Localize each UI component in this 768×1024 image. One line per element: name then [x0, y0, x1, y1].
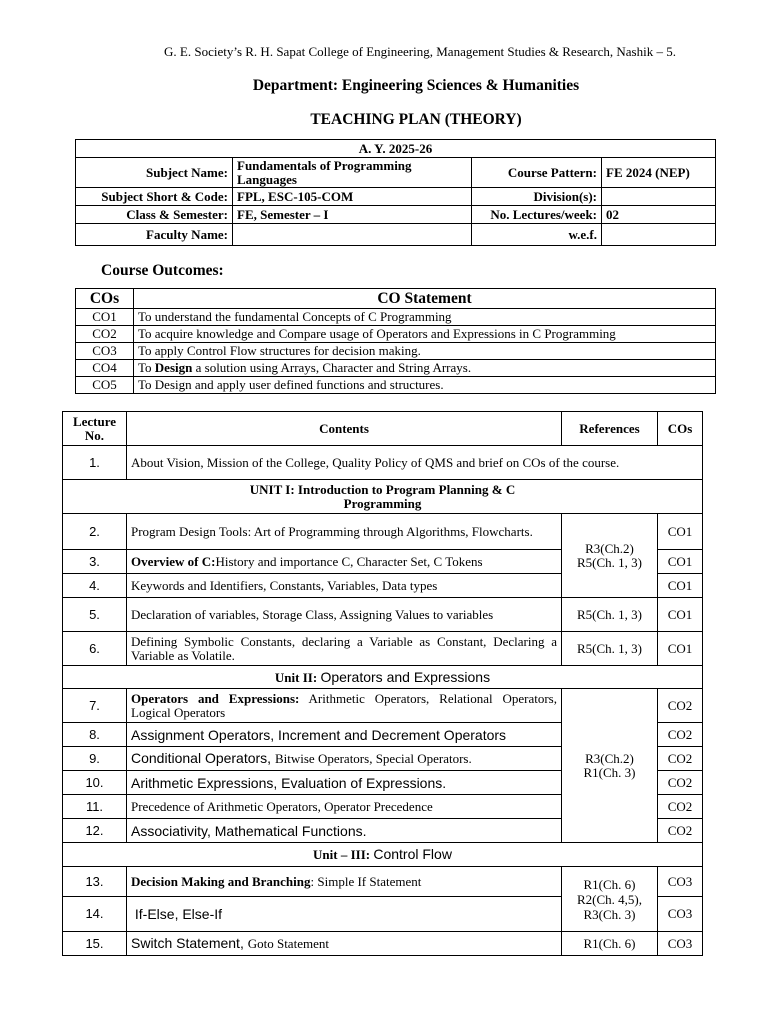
- lecture-row: [63, 514, 703, 550]
- references-column-header: References: [562, 412, 658, 446]
- co-id: CO4: [76, 360, 134, 377]
- lecture-row: [63, 446, 703, 480]
- co-id: CO3: [76, 343, 134, 360]
- co-id: CO5: [76, 377, 134, 394]
- lecture-reference: R5(Ch. 1, 3): [562, 632, 658, 666]
- lecture-co: CO2: [658, 723, 703, 747]
- lecture-contents: Arithmetic Expressions, Evaluation of Expressions.: [127, 771, 562, 795]
- co-row: [76, 343, 716, 360]
- lecture-no: 2.: [63, 514, 127, 550]
- lecture-contents: [127, 689, 562, 723]
- lecture-contents: About Vision, Mission of the College, Quality Policy of QMS and brief on COs of the course.: [127, 446, 703, 480]
- lecture-no: 8.: [63, 723, 127, 747]
- unit-2-title: [63, 666, 703, 689]
- co-statement: [134, 360, 716, 377]
- lecture-reference: R1(Ch. 6): [562, 932, 658, 956]
- lecture-contents-bold: Overview of C:: [131, 553, 216, 569]
- division-label: Division(s):: [472, 188, 602, 206]
- lecture-contents-sans: Conditional Operators,: [131, 750, 275, 766]
- reference-line: R3(Ch. 3): [583, 906, 636, 922]
- co-row: [76, 326, 716, 343]
- lecture-contents-text: Arithmetic Operators, Relational Operators, Logical Operators: [131, 690, 557, 720]
- lecture-contents: [127, 867, 562, 897]
- lecture-no: 6.: [63, 632, 127, 666]
- lecture-no: 4.: [63, 574, 127, 598]
- lecture-row: [63, 867, 703, 897]
- course-outcomes-title: Course Outcomes:: [101, 262, 224, 279]
- lecture-contents-bold: Operators and Expressions:: [131, 690, 300, 706]
- faculty-name: [233, 224, 472, 246]
- reference-line: R1(Ch. 6): [583, 876, 636, 892]
- lecture-plan-table: [62, 411, 703, 956]
- lecture-co: CO3: [658, 897, 703, 932]
- institution-name: G. E. Society’s R. H. Sapat College of Engineering, Management Studies & Research, Nashik – 5.: [164, 44, 676, 59]
- lecture-co: CO2: [658, 747, 703, 771]
- lecture-contents-text: History and importance C, Character Set, C Tokens: [215, 553, 483, 569]
- lecture-contents-sans: Switch Statement,: [131, 935, 248, 951]
- unit-2-name: Operators and Expressions: [320, 668, 491, 685]
- reference-line: R5(Ch. 1, 3): [577, 554, 642, 570]
- co-row: [76, 309, 716, 326]
- lecture-co: CO3: [658, 932, 703, 956]
- co-statement: To acquire knowledge and Compare usage of Operators and Expressions in C Programming: [134, 326, 716, 343]
- unit-heading-row: [63, 666, 703, 689]
- lecture-contents: Keywords and Identifiers, Constants, Variables, Data types: [127, 574, 562, 598]
- reference-line: R3(Ch.2): [585, 750, 634, 766]
- co-statement-column-header: CO Statement: [134, 289, 716, 309]
- reference-line: R2(Ch. 4,5),: [577, 891, 642, 907]
- lecture-no: 7.: [63, 689, 127, 723]
- lecture-no: 10.: [63, 771, 127, 795]
- division-value: [602, 188, 716, 206]
- lecture-contents-bold: Decision Making and Branching: [131, 873, 311, 889]
- lecture-no: 3.: [63, 550, 127, 574]
- lecture-co: CO1: [658, 598, 703, 632]
- lecture-contents: Defining Symbolic Constants, declaring a Variable as Constant, Declaring a Variable as Volatile.: [127, 632, 562, 666]
- subject-name: Fundamentals of Programming Languages: [233, 158, 472, 188]
- lecture-contents-text: : Simple If Statement: [310, 873, 422, 889]
- lecture-co: CO1: [658, 632, 703, 666]
- class-semester: FE, Semester – I: [233, 206, 472, 224]
- co-statement-pre: To: [138, 360, 155, 375]
- lecture-contents: Declaration of variables, Storage Class, Assigning Values to variables: [127, 598, 562, 632]
- lecture-row: [63, 689, 703, 723]
- cos-column-header: COs: [658, 412, 703, 446]
- lecture-co: CO3: [658, 867, 703, 897]
- lecture-contents: [127, 932, 562, 956]
- wef-label: w.e.f.: [472, 224, 602, 246]
- unit-3-references: [562, 867, 658, 932]
- contents-column-header: Contents: [127, 412, 562, 446]
- lecture-no: 9.: [63, 747, 127, 771]
- lecture-contents-text: Goto Statement: [247, 936, 329, 951]
- co-statement-post: a solution using Arrays, Character and String Arrays.: [192, 360, 472, 375]
- lecture-contents: If-Else, Else-If: [127, 897, 562, 932]
- lecture-co: CO1: [658, 514, 703, 550]
- lecture-co: CO2: [658, 771, 703, 795]
- unit-heading-row: [63, 480, 703, 514]
- unit-1-references: [562, 514, 658, 598]
- lecture-row: [63, 598, 703, 632]
- lecture-co: CO1: [658, 574, 703, 598]
- wef-value: [602, 224, 716, 246]
- unit-heading-row: [63, 843, 703, 867]
- lecture-row: [63, 932, 703, 956]
- lecture-no-column-header: Lecture No.: [63, 412, 127, 446]
- co-statement: To understand the fundamental Concepts of C Programming: [134, 309, 716, 326]
- lecture-no: 11.: [63, 795, 127, 819]
- lecture-contents: Precedence of Arithmetic Operators, Operator Precedence: [127, 795, 562, 819]
- co-row: [76, 360, 716, 377]
- department-title: Department: Engineering Sciences & Humanities: [252, 77, 580, 94]
- lecture-contents: [127, 747, 562, 771]
- lecture-co: CO2: [658, 819, 703, 843]
- lectures-per-week: 02: [602, 206, 716, 224]
- course-info-table: [75, 139, 716, 246]
- lecture-contents: Program Design Tools: Art of Programming through Algorithms, Flowcharts.: [127, 514, 562, 550]
- course-pattern: FE 2024 (NEP): [602, 158, 716, 188]
- co-statement: To Design and apply user defined functions and structures.: [134, 377, 716, 394]
- unit-1-title: UNIT I: Introduction to Program Planning & C Programming: [63, 480, 703, 514]
- lecture-no: 1.: [63, 446, 127, 480]
- unit-2-references: [562, 689, 658, 843]
- co-row: [76, 377, 716, 394]
- reference-line: R1(Ch. 3): [583, 764, 636, 780]
- course-outcomes-table: [75, 288, 716, 394]
- class-semester-label: Class & Semester:: [76, 206, 233, 224]
- co-column-header: COs: [76, 289, 134, 309]
- unit-2-prefix: Unit II:: [274, 669, 321, 685]
- lecture-reference: R5(Ch. 1, 3): [562, 598, 658, 632]
- unit-3-prefix: Unit – III:: [313, 847, 374, 862]
- co-statement-bold: Design: [154, 360, 193, 375]
- lecture-co: CO2: [658, 689, 703, 723]
- short-code-label: Subject Short & Code:: [76, 188, 233, 206]
- unit-3-name: Control Flow: [373, 846, 452, 862]
- unit-3-title: [63, 843, 703, 867]
- lecture-contents: [127, 550, 562, 574]
- lecture-no: 12.: [63, 819, 127, 843]
- lecture-co: CO2: [658, 795, 703, 819]
- lecture-no: 15.: [63, 932, 127, 956]
- co-statement: To apply Control Flow structures for decision making.: [134, 343, 716, 360]
- lecture-co: CO1: [658, 550, 703, 574]
- lecture-contents-text: Bitwise Operators, Special Operators.: [274, 751, 472, 766]
- lecture-row: [63, 632, 703, 666]
- reference-line: R3(Ch.2): [585, 540, 634, 556]
- lecture-no: 13.: [63, 867, 127, 897]
- course-pattern-label: Course Pattern:: [472, 158, 602, 188]
- co-id: CO2: [76, 326, 134, 343]
- lecture-no: 5.: [63, 598, 127, 632]
- co-id: CO1: [76, 309, 134, 326]
- lecture-contents: Assignment Operators, Increment and Decrement Operators: [127, 723, 562, 747]
- lectures-per-week-label: No. Lectures/week:: [472, 206, 602, 224]
- subject-name-label: Subject Name:: [76, 158, 233, 188]
- short-code: FPL, ESC-105-COM: [233, 188, 472, 206]
- lecture-no: 14.: [63, 897, 127, 932]
- academic-year: A. Y. 2025-26: [76, 140, 716, 158]
- lecture-contents: Associativity, Mathematical Functions.: [127, 819, 562, 843]
- faculty-name-label: Faculty Name:: [76, 224, 233, 246]
- plan-title: TEACHING PLAN (THEORY): [310, 111, 522, 128]
